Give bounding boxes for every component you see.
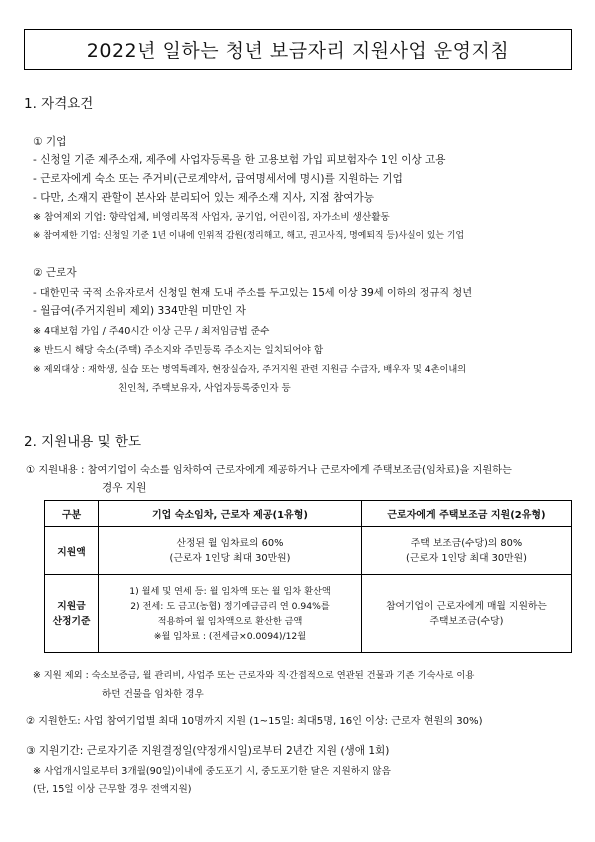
section1-heading: 1. 자격요건 <box>24 96 94 112</box>
table-header: 구분 <box>45 501 99 527</box>
sub1-line: - 근로자에게 숙소 또는 주거비(근로계약서, 급여명세서에 명시)를 지원하는 기업 <box>33 173 403 185</box>
exclusion-note: ※ 지원 제외 : 숙소보증금, 월 관리비, 사업주 또는 근로자와 직·간접적으로 연관된 건물과 기존 기숙사로 이용 <box>33 670 475 681</box>
sub2-heading: ② 근로자 <box>33 267 77 279</box>
section2-heading: 2. 지원내용 및 한도 <box>24 434 142 450</box>
table-cell: 주택 보조금(수당)의 80% (근로자 1인당 최대 30만원) <box>361 527 571 575</box>
table-row <box>45 527 572 575</box>
sub1-note: ※ 참여제한 기업: 신청일 기준 1년 이내에 인위적 감원(정리해고, 해고, 권고사직, 명예퇴직 등)사실이 있는 기업 <box>33 231 465 241</box>
sub2-note-cont: 친인척, 주택보유자, 사업자등록중인자 등 <box>118 383 291 394</box>
support-content-line: ① 지원내용 : 참여기업이 숙소를 임차하여 근로자에게 제공하거나 근로자에게 주택보조금(임차료)을 지원하는 <box>26 465 512 476</box>
table-row <box>45 575 572 653</box>
sub1-line: - 신청일 기준 제주소재, 제주에 사업자등록을 한 고용보험 가입 피보험자수 1인 이상 고용 <box>33 154 446 166</box>
sub1-heading: ① 기업 <box>33 136 67 148</box>
sub2-line: - 대한민국 국적 소유자로서 신청일 현재 도내 주소를 두고있는 15세 이상 39세 이하의 정규직 청년 <box>33 288 473 299</box>
row-label: 지원액 <box>45 527 99 575</box>
table-cell: 산정된 월 임차료의 60% (근로자 1인당 최대 30만원) <box>99 527 362 575</box>
support-content-line: 경우 지원 <box>102 482 147 494</box>
sub2-line: - 월급여(주거지원비 제외) 334만원 미만인 자 <box>33 305 246 317</box>
period-note: ※ 사업개시일로부터 3개월(90일)이내에 중도포기 시, 중도포기한 달은 지원하지 않음 <box>33 766 391 777</box>
sub1-line: - 다만, 소재지 관할이 본사와 분리되어 있는 제주소재 지사, 지점 참여가능 <box>33 192 375 204</box>
sub1-note: ※ 참여제외 기업: 향락업체, 비영리목적 사업자, 공기업, 어린이집, 자가소비 생산활동 <box>33 212 390 223</box>
table-header: 기업 숙소임차, 근로자 제공(1유형) <box>99 501 362 527</box>
period-note: (단, 15일 이상 근무할 경우 전액지원) <box>33 784 192 795</box>
sub2-note: ※ 4대보험 가입 / 주40시간 이상 근무 / 최저임금법 준수 <box>33 326 270 337</box>
support-limit: ② 지원한도: 사업 참여기업별 최대 10명까지 지원 (1~15일: 최대5명, 16인 이상: 근로자 현원의 30%) <box>26 716 483 727</box>
table-header: 근로자에게 주택보조금 지원(2유형) <box>361 501 571 527</box>
support-table <box>44 500 572 653</box>
row-label: 지원금 산정기준 <box>45 575 99 653</box>
exclusion-note-cont: 하던 건물을 임차한 경우 <box>102 689 204 700</box>
document-title: 2022년 일하는 청년 보금자리 지원사업 운영지침 <box>24 29 572 70</box>
table-cell: 참여기업이 근로자에게 매월 지원하는 주택보조금(수당) <box>361 575 571 653</box>
sub2-note: ※ 제외대상 : 재학생, 실습 또는 병역특례자, 현장실습자, 주거지원 관련 지원금 수급자, 배우자 및 4촌이내의 <box>33 364 467 375</box>
sub2-note: ※ 반드시 해당 숙소(주택) 주소지와 주민등록 주소지는 일치되어야 함 <box>33 345 324 356</box>
support-period: ③ 지원기간: 근로자기준 지원결정일(약정개시일)로부터 2년간 지원 (생애 1회) <box>26 745 390 757</box>
table-cell: 1) 월세 및 연세 등: 월 임차액 또는 월 임차 환산액 2) 전세: 도 금고(농협) 정기예금금리 연 0.94%를 적용하여 월 임차액으로 환산한 금액 ※월 임차료 : (전세금×0.0094)/12월 <box>99 575 362 653</box>
